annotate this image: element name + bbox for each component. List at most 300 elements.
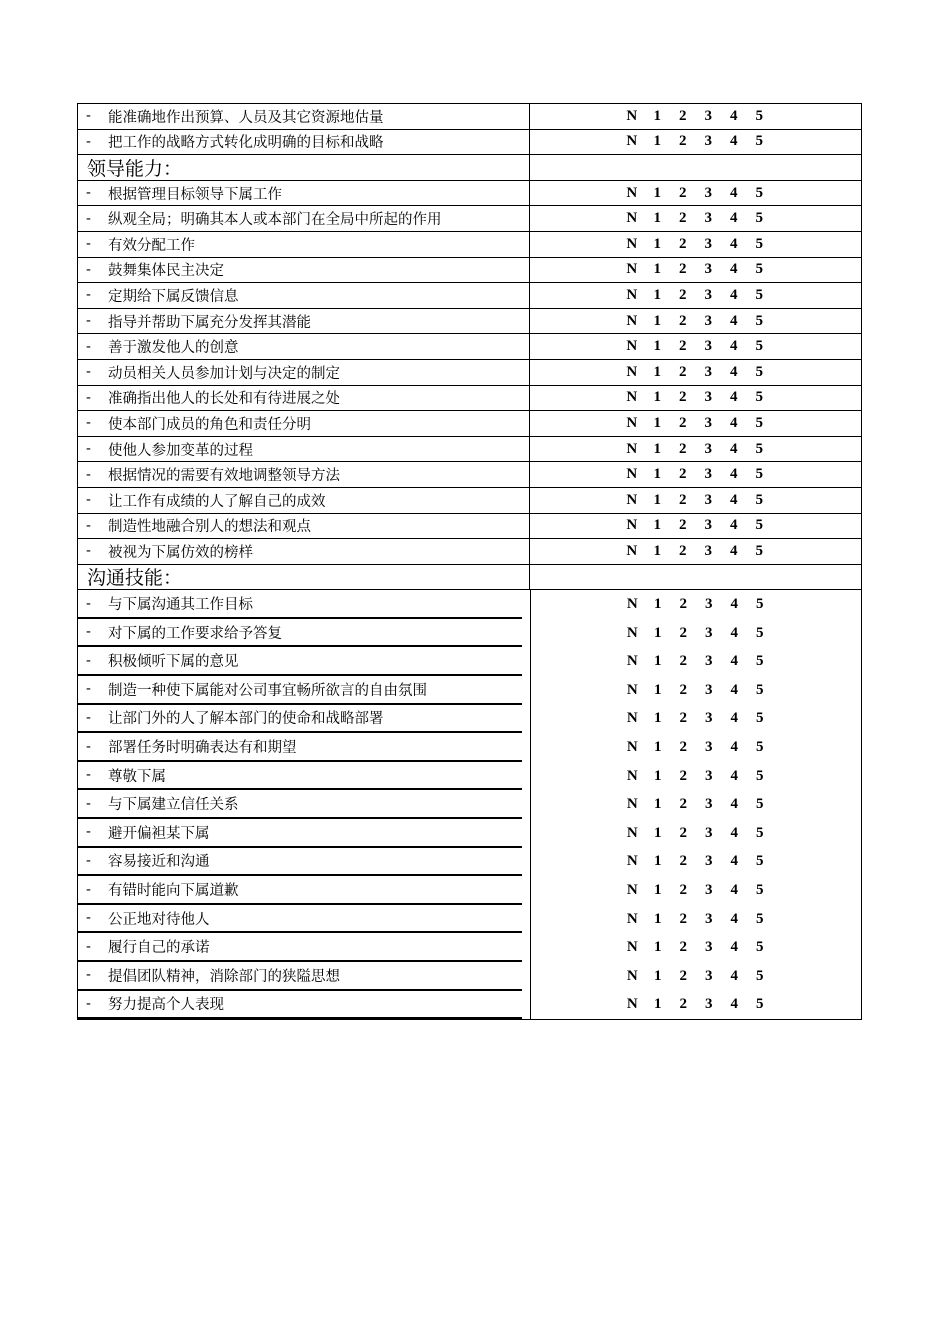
rating-option[interactable]: 4	[730, 440, 738, 457]
rating-option[interactable]: 2	[679, 338, 687, 355]
rating-option[interactable]: 3	[704, 235, 712, 252]
rating-option[interactable]: 5	[755, 466, 763, 483]
rating-option[interactable]: 4	[730, 133, 738, 150]
rating-scale	[619, 210, 772, 227]
rating-option[interactable]: 3	[705, 967, 713, 984]
rating-option[interactable]: 5	[755, 261, 763, 278]
rating-option[interactable]: 4	[730, 466, 738, 483]
bullet-dash: -	[86, 236, 91, 253]
rating-option[interactable]: 1	[654, 796, 662, 813]
rating-option[interactable]: N	[626, 338, 638, 355]
rating-option[interactable]: 2	[679, 389, 687, 406]
rating-scale	[620, 825, 773, 842]
rating-option[interactable]: 1	[653, 133, 661, 150]
rating-option[interactable]: 2	[679, 184, 687, 201]
rating-option[interactable]: 1	[653, 235, 661, 252]
rating-option[interactable]: 2	[679, 796, 687, 813]
bullet-dash: -	[86, 767, 91, 784]
rating-option[interactable]: 2	[679, 653, 687, 670]
rating-option[interactable]: 4	[730, 107, 738, 124]
rating-option[interactable]: N	[626, 653, 638, 670]
table-row	[78, 334, 861, 360]
item-cell	[78, 104, 530, 129]
rating-option[interactable]: N	[626, 624, 638, 641]
item-cell	[78, 705, 522, 734]
rating-option[interactable]: 4	[730, 882, 738, 899]
rating-option[interactable]: 2	[679, 363, 687, 380]
rating-option[interactable]: 1	[654, 767, 662, 784]
rating-option[interactable]: N	[626, 542, 638, 559]
rating-cell	[530, 334, 861, 359]
rating-option[interactable]: 3	[705, 996, 713, 1013]
table-row	[78, 514, 861, 540]
rating-option[interactable]: 2	[679, 440, 687, 457]
rating-option[interactable]: 1	[654, 996, 662, 1013]
item-text: 努力提高个人表现	[108, 997, 224, 1014]
bullet-dash: -	[86, 967, 91, 984]
rating-option[interactable]: 3	[704, 210, 712, 227]
rating-option[interactable]: 3	[704, 440, 712, 457]
rating-option[interactable]: 3	[705, 624, 713, 641]
item-text: 使本部门成员的角色和责任分明	[108, 416, 311, 433]
rating-option[interactable]: 5	[756, 910, 764, 927]
rating-option[interactable]: 2	[679, 824, 687, 841]
rating-option[interactable]: 3	[704, 338, 712, 355]
rating-option[interactable]: 3	[705, 910, 713, 927]
rating-option[interactable]: 1	[654, 739, 662, 756]
rating-option[interactable]: 4	[730, 767, 738, 784]
item-cell	[78, 386, 530, 411]
bullet-dash: -	[86, 652, 91, 669]
bullet-dash: -	[86, 624, 91, 641]
item-cell	[78, 733, 522, 762]
rating-option[interactable]: 5	[756, 624, 764, 641]
item-cell	[78, 876, 522, 905]
section-title: 领导能力：	[78, 155, 530, 180]
rating-option[interactable]: 4	[730, 739, 738, 756]
rating-option[interactable]: 2	[679, 710, 687, 727]
table-row	[78, 462, 861, 488]
rating-option[interactable]: 3	[704, 542, 712, 559]
table-row	[78, 360, 861, 386]
rating-option[interactable]: 2	[679, 517, 687, 534]
item-cell	[78, 334, 530, 359]
table-row	[78, 933, 861, 962]
rating-option[interactable]: 2	[679, 967, 687, 984]
bullet-dash: -	[86, 881, 91, 898]
table-upper	[77, 103, 862, 590]
rating-cell	[530, 488, 861, 513]
bullet-dash: -	[86, 364, 91, 381]
rating-option[interactable]: 4	[730, 389, 738, 406]
rating-option[interactable]: 1	[653, 542, 661, 559]
rating-scale	[620, 653, 773, 670]
rating-cell	[530, 848, 861, 877]
rating-option[interactable]: 1	[654, 910, 662, 927]
rating-option[interactable]: N	[626, 517, 638, 534]
rating-scale	[619, 441, 772, 458]
table-row	[78, 104, 861, 130]
rating-option[interactable]: 1	[653, 261, 661, 278]
rating-option[interactable]: N	[626, 767, 638, 784]
rating-option[interactable]: 5	[755, 440, 763, 457]
rating-option[interactable]: 1	[653, 517, 661, 534]
rating-option[interactable]: 4	[730, 338, 738, 355]
leadership-items	[78, 181, 861, 565]
item-cell	[78, 411, 530, 436]
table-row	[78, 705, 861, 734]
rating-option[interactable]: N	[626, 210, 638, 227]
rating-option[interactable]: 1	[653, 440, 661, 457]
item-text: 履行自己的承诺	[108, 940, 210, 957]
rating-option[interactable]: 5	[756, 653, 764, 670]
item-text: 指导并帮助下属充分发挥其潜能	[108, 314, 311, 331]
rating-option[interactable]: 3	[704, 286, 712, 303]
rating-option[interactable]: 2	[679, 414, 687, 431]
rating-option[interactable]: 1	[654, 882, 662, 899]
item-cell	[78, 848, 522, 877]
item-text: 尊敬下属	[108, 768, 166, 785]
rating-option[interactable]: 1	[653, 491, 661, 508]
rating-option[interactable]: 2	[679, 882, 687, 899]
table-row	[78, 819, 861, 848]
item-cell	[78, 539, 530, 564]
rating-option[interactable]: N	[626, 596, 638, 613]
rating-option[interactable]: 3	[705, 939, 713, 956]
rating-option[interactable]: 1	[654, 853, 662, 870]
table-row	[78, 905, 861, 934]
rating-option[interactable]: 5	[755, 491, 763, 508]
rating-scale	[619, 338, 772, 355]
rating-option[interactable]: N	[626, 389, 638, 406]
rating-option[interactable]: 3	[704, 389, 712, 406]
rating-option[interactable]: N	[626, 996, 638, 1013]
rating-option[interactable]: 3	[705, 767, 713, 784]
rating-option[interactable]: 1	[654, 710, 662, 727]
item-text: 根据管理目标领导下属工作	[108, 186, 282, 203]
rating-option[interactable]: 1	[653, 414, 661, 431]
rating-scale	[619, 415, 772, 432]
rating-option[interactable]: 5	[755, 184, 763, 201]
rating-option[interactable]: 3	[704, 363, 712, 380]
rating-option[interactable]: N	[626, 967, 638, 984]
rating-option[interactable]: 5	[755, 107, 763, 124]
rating-option[interactable]: 5	[755, 312, 763, 329]
rating-option[interactable]: 5	[756, 967, 764, 984]
rating-option[interactable]: 3	[704, 133, 712, 150]
rating-option[interactable]: 5	[756, 596, 764, 613]
rating-option[interactable]: 1	[654, 624, 662, 641]
rating-option[interactable]: N	[626, 235, 638, 252]
rating-cell	[530, 309, 861, 334]
rating-option[interactable]: 2	[679, 996, 687, 1013]
rating-option[interactable]: 1	[653, 466, 661, 483]
rating-option[interactable]: 5	[756, 853, 764, 870]
rating-option[interactable]: N	[626, 824, 638, 841]
rating-cell	[530, 762, 861, 791]
rating-option[interactable]: 5	[756, 767, 764, 784]
rating-cell	[530, 905, 861, 934]
rating-option[interactable]: 5	[756, 681, 764, 698]
rating-scale	[620, 853, 773, 870]
rating-option[interactable]: 4	[730, 796, 738, 813]
rating-option[interactable]: 3	[704, 312, 712, 329]
rating-cell	[530, 232, 861, 257]
bullet-dash: -	[86, 543, 91, 560]
rating-option[interactable]: 2	[679, 491, 687, 508]
rating-option[interactable]: 4	[730, 681, 738, 698]
table-row	[78, 181, 861, 207]
table-row	[78, 790, 861, 819]
rating-option[interactable]: 5	[755, 338, 763, 355]
item-text: 让工作有成绩的人了解自己的成效	[108, 493, 326, 510]
rating-option[interactable]: 5	[756, 739, 764, 756]
rating-option[interactable]: 1	[653, 184, 661, 201]
rating-option[interactable]: 3	[704, 184, 712, 201]
item-text: 定期给下属反馈信息	[108, 288, 239, 305]
table-row	[78, 676, 861, 705]
rating-option[interactable]: N	[626, 466, 638, 483]
rating-option[interactable]: 1	[654, 681, 662, 698]
rating-option[interactable]: 2	[679, 235, 687, 252]
rating-option[interactable]: 4	[730, 996, 738, 1013]
rating-option[interactable]: 4	[730, 517, 738, 534]
table-row	[78, 962, 861, 991]
rating-option[interactable]: 1	[654, 824, 662, 841]
rating-cell	[530, 991, 861, 1020]
rating-option[interactable]: 3	[705, 710, 713, 727]
item-text: 鼓舞集体民主决定	[108, 263, 224, 280]
rating-option[interactable]: 2	[679, 133, 687, 150]
rating-option[interactable]: N	[626, 681, 638, 698]
rating-option[interactable]: 1	[653, 107, 661, 124]
table-row	[78, 647, 861, 676]
rating-option[interactable]: N	[626, 363, 638, 380]
rating-scale	[619, 313, 772, 330]
rating-option[interactable]: 5	[756, 824, 764, 841]
rating-option[interactable]: 5	[755, 363, 763, 380]
rating-option[interactable]: 5	[755, 517, 763, 534]
rating-option[interactable]: 4	[730, 312, 738, 329]
rating-cell	[530, 258, 861, 283]
rating-option[interactable]: 4	[730, 824, 738, 841]
rating-cell	[530, 206, 861, 231]
item-cell	[78, 905, 522, 934]
rating-option[interactable]: 4	[730, 184, 738, 201]
rating-option[interactable]: 1	[653, 363, 661, 380]
rating-option[interactable]: 1	[654, 967, 662, 984]
table-row	[78, 848, 861, 877]
rating-cell	[530, 590, 861, 619]
rating-option[interactable]: 1	[653, 338, 661, 355]
rating-scale	[619, 287, 772, 304]
bullet-dash: -	[86, 313, 91, 330]
rating-option[interactable]: 4	[730, 624, 738, 641]
rating-option[interactable]: 5	[756, 996, 764, 1013]
rating-option[interactable]: 5	[755, 414, 763, 431]
rating-option[interactable]: N	[626, 133, 638, 150]
item-cell	[78, 590, 522, 619]
rating-option[interactable]: 2	[679, 624, 687, 641]
rating-option[interactable]: 5	[756, 939, 764, 956]
item-cell	[78, 962, 522, 991]
rating-option[interactable]: N	[626, 261, 638, 278]
rating-option[interactable]: 2	[679, 286, 687, 303]
item-cell	[78, 258, 530, 283]
rating-option[interactable]: 4	[730, 235, 738, 252]
rating-option[interactable]: 1	[653, 312, 661, 329]
rating-cell	[530, 539, 861, 564]
rating-option[interactable]: 3	[704, 466, 712, 483]
bullet-dash: -	[86, 938, 91, 955]
rating-option[interactable]: 2	[679, 210, 687, 227]
rating-option[interactable]: 2	[679, 466, 687, 483]
rating-cell	[530, 437, 861, 462]
rating-option[interactable]: 2	[679, 739, 687, 756]
item-cell	[78, 619, 522, 648]
rating-option[interactable]: 4	[730, 286, 738, 303]
rating-option[interactable]: 5	[755, 235, 763, 252]
rating-option[interactable]: 4	[730, 596, 738, 613]
rating-option[interactable]: 3	[705, 796, 713, 813]
bullet-dash: -	[86, 287, 91, 304]
rating-option[interactable]: 2	[679, 910, 687, 927]
rating-option[interactable]: 1	[653, 286, 661, 303]
rating-option[interactable]: 3	[705, 681, 713, 698]
rating-option[interactable]: 2	[679, 107, 687, 124]
rating-option[interactable]: 1	[653, 210, 661, 227]
rating-option[interactable]: N	[626, 882, 638, 899]
rating-option[interactable]: N	[626, 312, 638, 329]
rating-option[interactable]: 4	[730, 210, 738, 227]
bullet-dash: -	[86, 338, 91, 355]
rating-scale	[620, 768, 773, 785]
rating-option[interactable]: 2	[679, 681, 687, 698]
rating-option[interactable]: 4	[730, 363, 738, 380]
rating-option[interactable]: 5	[755, 542, 763, 559]
rating-option[interactable]: 2	[679, 312, 687, 329]
rating-option[interactable]: 4	[730, 853, 738, 870]
rating-option[interactable]: 5	[755, 286, 763, 303]
rating-cell	[530, 411, 861, 436]
rating-option[interactable]: 3	[704, 261, 712, 278]
item-cell	[78, 762, 522, 791]
rating-cell	[530, 705, 861, 734]
item-cell	[78, 991, 522, 1020]
rating-option[interactable]: 5	[755, 210, 763, 227]
rating-scale	[620, 968, 773, 985]
item-text: 使他人参加变革的过程	[108, 442, 253, 459]
rating-scale	[619, 236, 772, 253]
rating-option[interactable]: N	[626, 107, 638, 124]
rating-option[interactable]: 4	[730, 414, 738, 431]
rating-option[interactable]: 5	[756, 882, 764, 899]
item-text: 有错时能向下属道歉	[108, 883, 239, 900]
item-cell	[78, 790, 522, 819]
rating-option[interactable]: 1	[654, 653, 662, 670]
rating-option[interactable]: 4	[730, 939, 738, 956]
rating-option[interactable]: 2	[679, 853, 687, 870]
rating-option[interactable]: 3	[704, 107, 712, 124]
rating-option[interactable]: 4	[730, 542, 738, 559]
rating-option[interactable]: N	[626, 853, 638, 870]
rating-option[interactable]: 4	[730, 653, 738, 670]
rating-option[interactable]: 3	[704, 414, 712, 431]
rating-option[interactable]: 2	[679, 767, 687, 784]
table-row	[78, 283, 861, 309]
item-cell	[78, 462, 530, 487]
rating-option[interactable]: 2	[679, 596, 687, 613]
item-text: 根据情况的需要有效地调整领导方法	[108, 468, 340, 485]
rating-option[interactable]: 5	[755, 133, 763, 150]
table-row	[78, 619, 861, 648]
table-row	[78, 590, 861, 619]
rating-option[interactable]: 1	[653, 389, 661, 406]
bullet-dash: -	[86, 595, 91, 612]
table-row	[78, 130, 861, 156]
rating-option[interactable]: N	[626, 910, 638, 927]
rating-option[interactable]: N	[626, 710, 638, 727]
rating-option[interactable]: 1	[654, 939, 662, 956]
rating-option[interactable]: 5	[756, 710, 764, 727]
bullet-dash: -	[86, 681, 91, 698]
rating-cell	[530, 514, 861, 539]
rating-option[interactable]: 2	[679, 542, 687, 559]
bullet-dash: -	[86, 210, 91, 227]
rating-option[interactable]: 1	[654, 596, 662, 613]
rating-option[interactable]: 2	[679, 261, 687, 278]
rating-option[interactable]: 4	[730, 710, 738, 727]
rating-scale	[620, 911, 773, 928]
item-cell	[78, 206, 530, 231]
rating-cell	[530, 933, 861, 962]
rating-option[interactable]: 2	[679, 939, 687, 956]
item-cell	[78, 933, 522, 962]
rating-option[interactable]: 4	[730, 967, 738, 984]
rating-option[interactable]: 3	[705, 882, 713, 899]
item-text: 制造一种使下属能对公司事宜畅所欲言的自由氛围	[108, 682, 427, 699]
section-header-communication	[78, 565, 861, 591]
rating-option[interactable]: 4	[730, 261, 738, 278]
rating-option[interactable]: 3	[705, 853, 713, 870]
rating-option[interactable]: N	[626, 796, 638, 813]
rating-option[interactable]: 5	[755, 389, 763, 406]
item-cell	[78, 514, 530, 539]
item-cell	[78, 676, 522, 705]
bullet-dash: -	[86, 108, 91, 125]
rating-option[interactable]: N	[626, 286, 638, 303]
rating-option[interactable]: 3	[705, 596, 713, 613]
rating-option[interactable]: N	[626, 440, 638, 457]
rating-option[interactable]: N	[626, 414, 638, 431]
rating-scale	[619, 466, 772, 483]
rating-option[interactable]: 5	[756, 796, 764, 813]
rating-option[interactable]: N	[626, 491, 638, 508]
table-row	[78, 733, 861, 762]
rating-option[interactable]: 4	[730, 910, 738, 927]
rating-option[interactable]: 3	[705, 824, 713, 841]
rating-option[interactable]: 3	[705, 653, 713, 670]
rating-option[interactable]: 3	[704, 517, 712, 534]
rating-option[interactable]: 3	[704, 491, 712, 508]
rating-option[interactable]: N	[626, 184, 638, 201]
rating-option[interactable]: 4	[730, 491, 738, 508]
rating-option[interactable]: 3	[705, 739, 713, 756]
rating-option[interactable]: N	[626, 739, 638, 756]
bullet-dash: -	[86, 738, 91, 755]
rating-scale	[619, 543, 772, 560]
rating-option[interactable]: N	[626, 939, 638, 956]
